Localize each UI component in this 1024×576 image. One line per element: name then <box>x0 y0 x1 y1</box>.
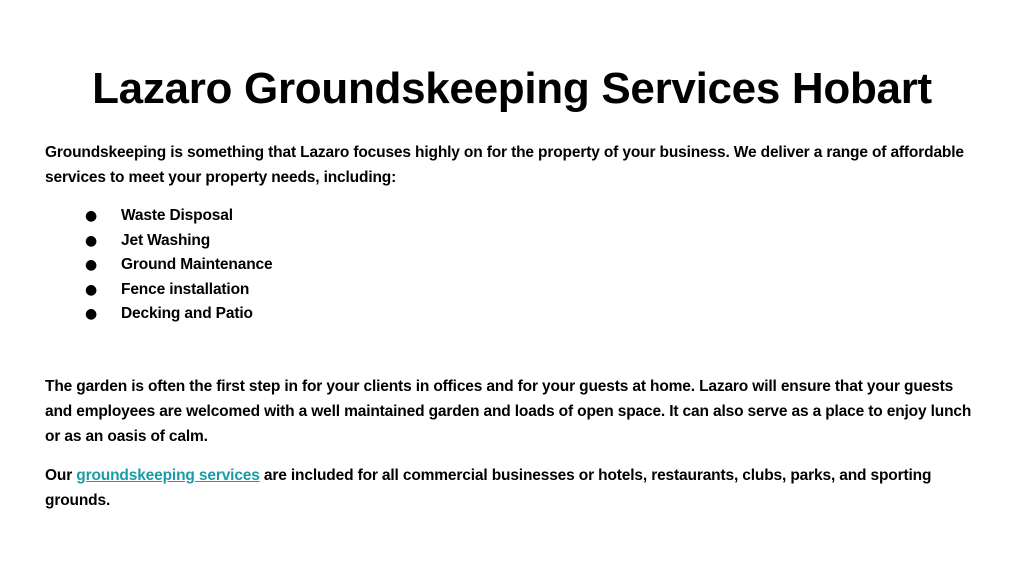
list-item <box>0 204 600 229</box>
service-label: Ground Maintenance <box>121 256 273 274</box>
closing-paragraph <box>45 463 980 513</box>
service-label: Decking and Patio <box>121 305 253 323</box>
intro-paragraph: Groundskeeping is something that Lazaro focuses highly on for the property of your business. We deliver a range of affordable services to meet your property needs, including: <box>45 144 964 186</box>
page-title: Lazaro Groundskeeping Services Hobart <box>92 64 932 113</box>
list-item <box>0 302 600 327</box>
list-item <box>0 229 600 254</box>
groundskeeping-services-link[interactable]: groundskeeping services <box>76 467 260 484</box>
bullet-icon: ● <box>85 232 98 249</box>
bullet-icon: ● <box>85 257 98 274</box>
list-item <box>0 278 600 303</box>
closing-prefix: Our <box>45 467 77 484</box>
bullet-icon: ● <box>85 306 98 323</box>
garden-paragraph: The garden is often the first step in for your clients in offices and for your guests at home. Lazaro will ensure that your guests and employees are welcomed with a well maintained garden and loads of open space. It can also serve as a place to enjoy lunch or as an oasis of calm. <box>45 378 972 445</box>
services-list <box>0 204 600 327</box>
service-label: Fence installation <box>121 280 250 298</box>
bullet-icon: ● <box>85 208 98 224</box>
service-label: Waste Disposal <box>121 207 233 224</box>
list-item <box>0 253 600 278</box>
service-label: Jet Washing <box>121 231 211 249</box>
bullet-icon: ● <box>85 281 98 298</box>
closing-suffix: are included for all commercial businesses or hotels, restaurants, clubs, parks, and sporting grounds. <box>45 467 932 509</box>
